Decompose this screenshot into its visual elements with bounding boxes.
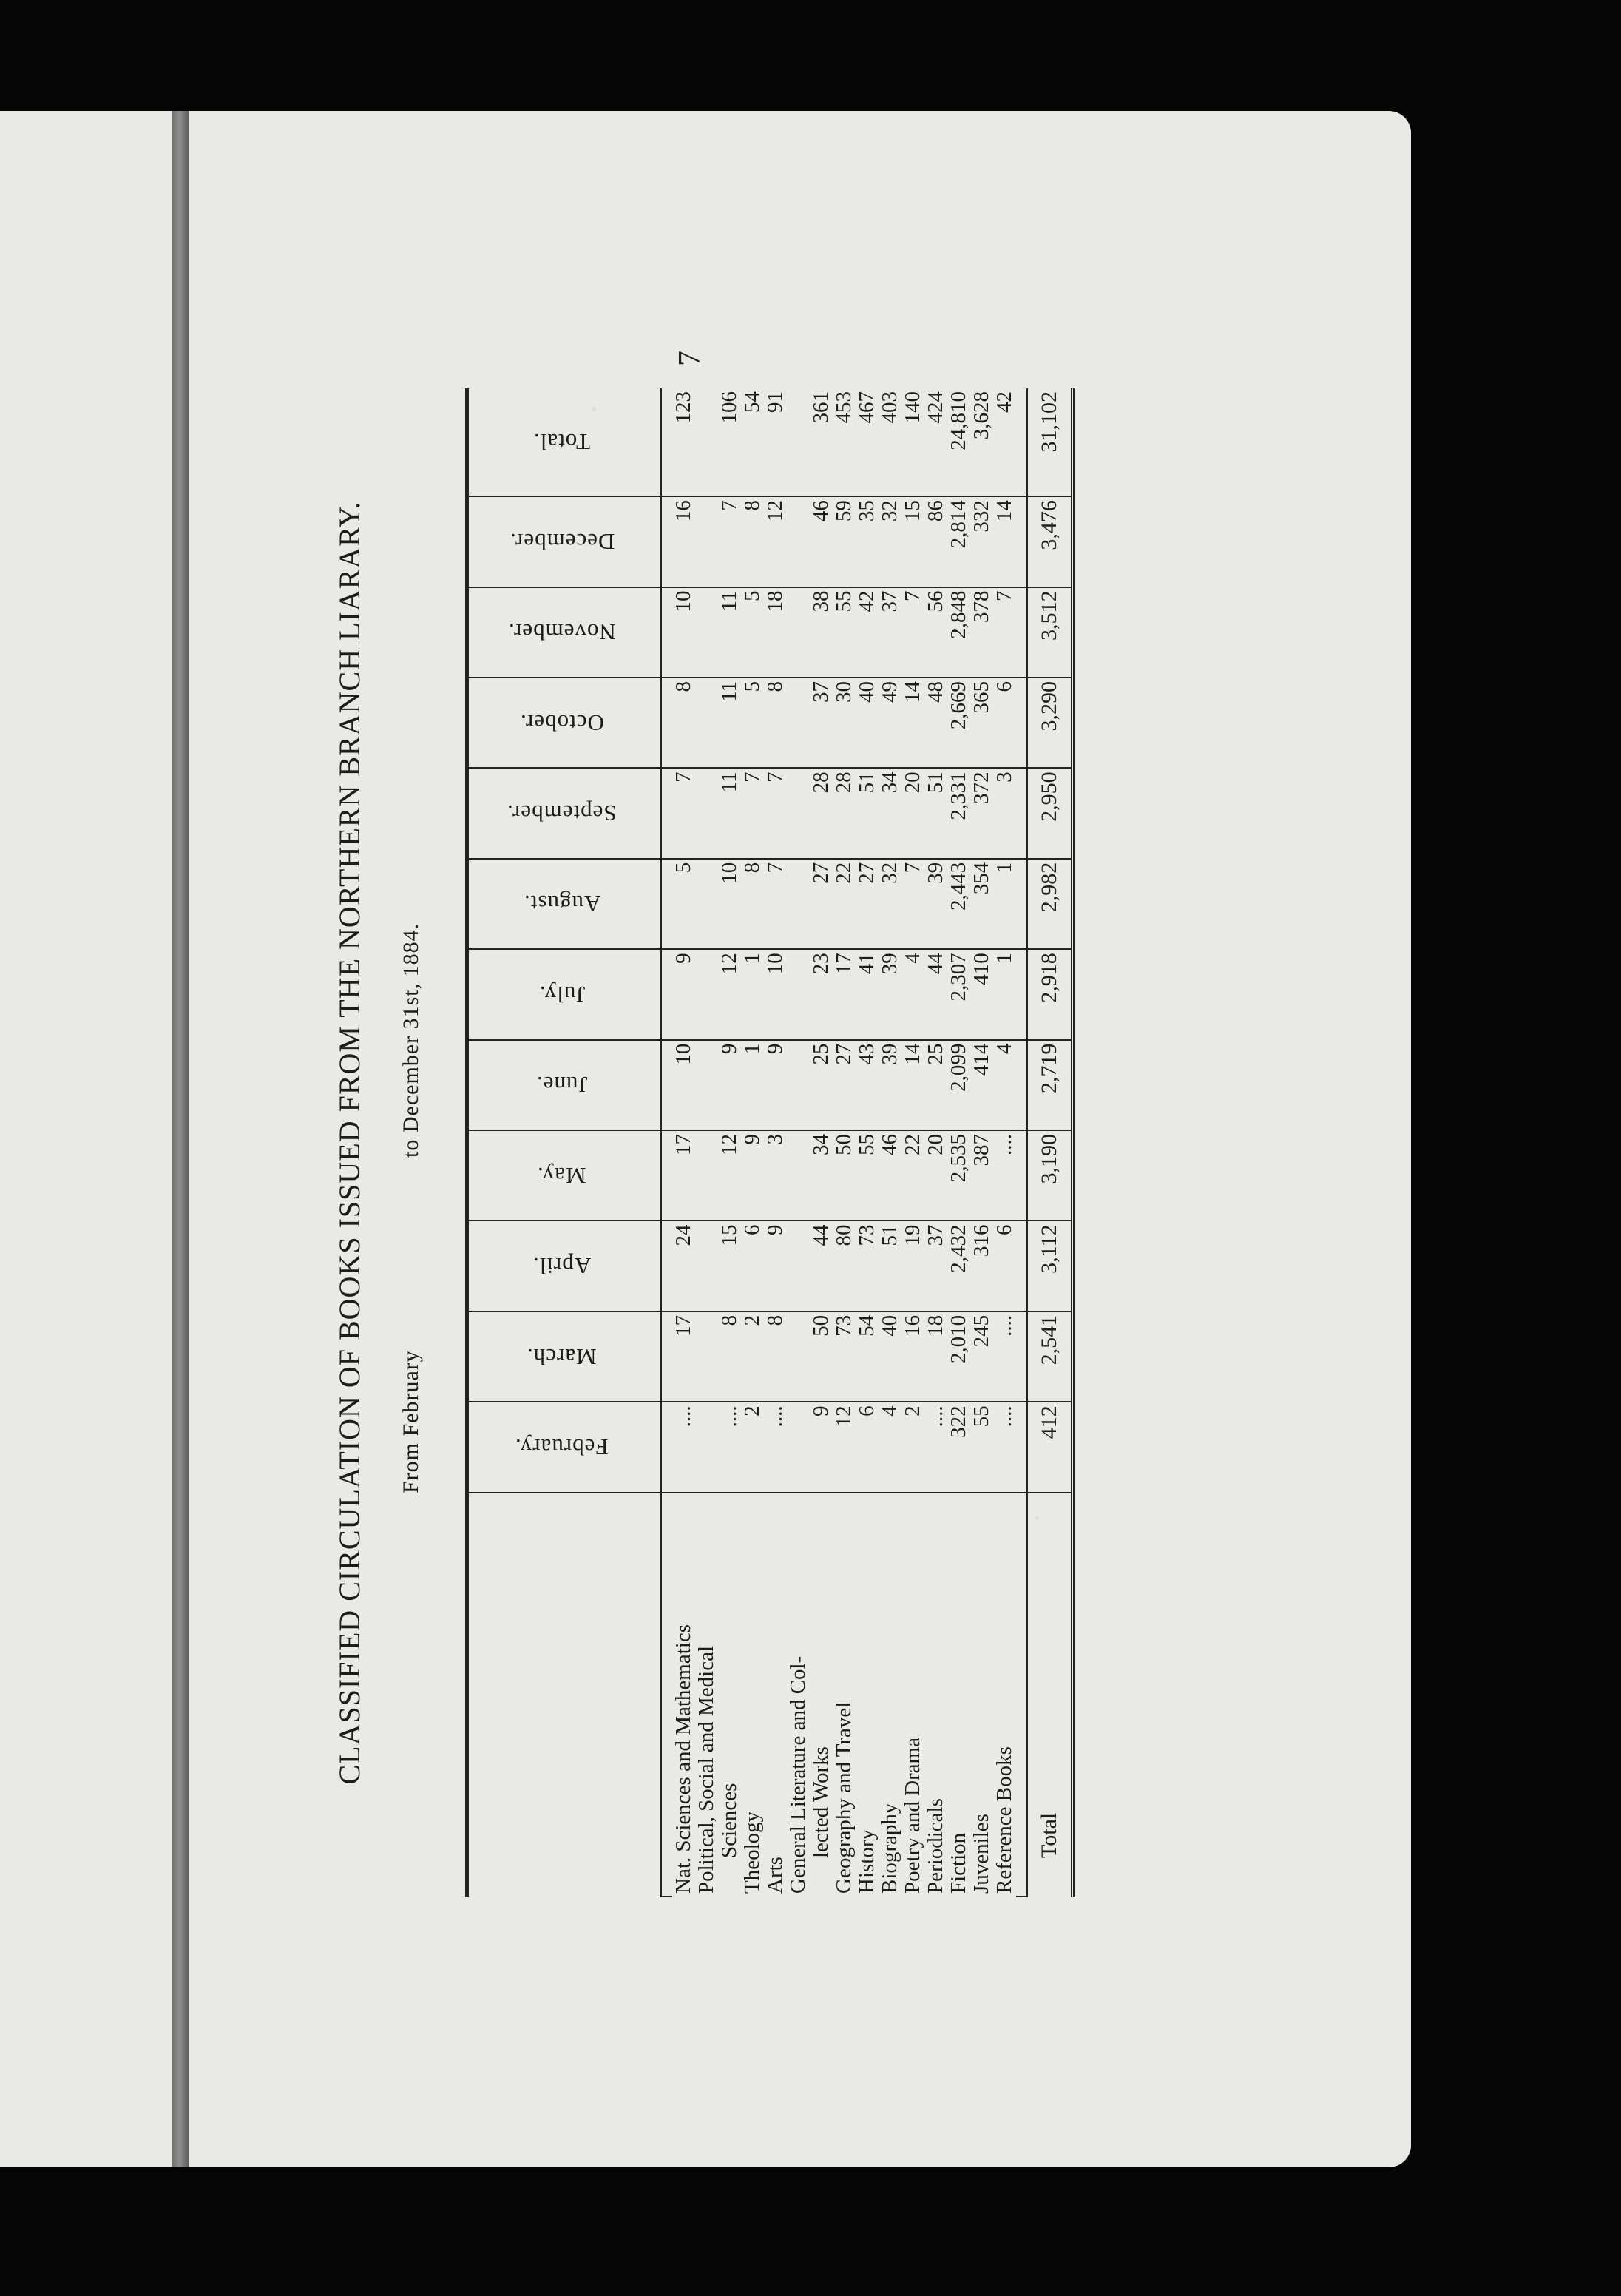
table-cell [695, 496, 718, 587]
table-cell: 1 [993, 859, 1016, 949]
spacer-cell [661, 1130, 672, 1220]
spacer-cell [1016, 1311, 1027, 1402]
table-cell [695, 768, 718, 858]
table-cell: 42 [993, 388, 1016, 496]
table-cell: 410 [970, 949, 993, 1039]
rotated-content [332, 351, 1182, 1897]
circulation-table [465, 388, 1075, 1897]
date-range [399, 388, 443, 1897]
table-cell: 8 [718, 1311, 741, 1402]
spacer-cell [1016, 949, 1027, 1039]
table-row [672, 388, 695, 1897]
table-cell: 44 [810, 1220, 833, 1311]
table-cell: 22 [901, 1130, 924, 1220]
table-cell: 365 [970, 678, 993, 768]
column-header [467, 496, 661, 587]
table-cell: 54 [741, 388, 764, 496]
table-cell: 39 [879, 1040, 901, 1130]
table-cell [787, 859, 810, 949]
table-cell: 28 [810, 768, 833, 858]
row-label: Poetry and Drama [900, 1738, 924, 1894]
total-row [1027, 388, 1073, 1897]
table-cell: 5 [672, 859, 695, 949]
table-cell: 7 [764, 859, 787, 949]
table-cell: 11 [718, 587, 741, 678]
table-cell: 9 [764, 1040, 787, 1130]
table-cell: 54 [856, 1311, 879, 1402]
table-cell: 39 [924, 859, 947, 949]
spacer-cell [661, 1220, 672, 1311]
table-cell: 40 [879, 1311, 901, 1402]
table-cell [695, 1402, 718, 1492]
spacer-cell [661, 768, 672, 858]
spacer-cell [661, 949, 672, 1039]
table-cell: 1 [741, 949, 764, 1039]
table-cell: 2,848 [947, 587, 970, 678]
table-cell [695, 1040, 718, 1130]
table-cell: 106 [718, 388, 741, 496]
total-cell: 31,102 [1027, 388, 1073, 496]
column-header [467, 1311, 661, 1402]
table-cell: 37 [924, 1220, 947, 1311]
table-cell: 4 [993, 1040, 1016, 1130]
table-cell: .... [993, 1311, 1016, 1402]
table-cell: 7 [718, 496, 741, 587]
row-label: Periodicals [923, 1798, 947, 1894]
table-cell: 7 [901, 859, 924, 949]
table-row [856, 388, 879, 1897]
table-cell: 59 [833, 496, 856, 587]
table-cell: .... [764, 1402, 787, 1492]
table-cell: 1 [741, 1040, 764, 1130]
table-cell: 80 [833, 1220, 856, 1311]
page-title: CLASSIFIED CIRCULATION OF BOOKS ISSUED FROM THE NORTHERN BRANCH LIARARY. [333, 501, 366, 1785]
table-cell: .... [672, 1402, 695, 1492]
column-header [467, 388, 661, 496]
row-label: Reference Books [992, 1746, 1016, 1894]
table-cell [787, 1040, 810, 1130]
table-cell: 10 [672, 587, 695, 678]
spacer-cell [1016, 1130, 1027, 1220]
table-cell: 12 [718, 1130, 741, 1220]
table-cell: 20 [924, 1130, 947, 1220]
table-cell: 424 [924, 388, 947, 496]
table-cell: 18 [924, 1311, 947, 1402]
spacer-cell [661, 496, 672, 587]
spacer-cell [1016, 1402, 1027, 1492]
table-cell: 2,432 [947, 1220, 970, 1311]
spacer-cell [1016, 1493, 1027, 1897]
page-number: 7 [673, 351, 707, 366]
table-cell: 8 [764, 1311, 787, 1402]
table-cell: 51 [856, 768, 879, 858]
table-cell: 24,810 [947, 388, 970, 496]
column-header-label: October. [519, 709, 604, 736]
row-label: Nat. Sciences and Mathematics [671, 1624, 695, 1894]
table-cell: 12 [718, 949, 741, 1039]
header-row [467, 388, 661, 1897]
table-cell: 14 [901, 1040, 924, 1130]
table-cell: 453 [833, 388, 856, 496]
row-label: Political, Social and Medical [694, 1645, 718, 1894]
column-header [467, 1220, 661, 1311]
table-row [787, 388, 810, 1897]
total-cell: 3,112 [1027, 1220, 1073, 1311]
table-row [993, 388, 1016, 1897]
row-label: Theology [740, 1811, 764, 1894]
column-header [467, 678, 661, 768]
table-cell: 56 [924, 587, 947, 678]
table-cell: 86 [924, 496, 947, 587]
column-header [467, 587, 661, 678]
table-cell: 245 [970, 1311, 993, 1402]
table-cell: 9 [741, 1130, 764, 1220]
table-cell: 37 [879, 587, 901, 678]
table-cell: 44 [924, 949, 947, 1039]
column-header-label: September. [507, 800, 617, 827]
total-cell: 2,982 [1027, 859, 1073, 949]
table-cell: 11 [718, 678, 741, 768]
table-cell: .... [924, 1402, 947, 1492]
table-cell: 37 [810, 678, 833, 768]
column-header-label: December. [509, 528, 615, 555]
table-cell: 16 [901, 1311, 924, 1402]
table-cell: 48 [924, 678, 947, 768]
table-row [810, 388, 833, 1897]
table-cell: 55 [833, 587, 856, 678]
table-cell: 9 [810, 1402, 833, 1492]
table-cell [695, 949, 718, 1039]
table-cell: 332 [970, 496, 993, 587]
table-cell: 22 [833, 859, 856, 949]
table-row [695, 388, 718, 1897]
table-cell [787, 496, 810, 587]
table-cell: 27 [833, 1040, 856, 1130]
table-cell: 19 [901, 1220, 924, 1311]
column-header-label: June. [535, 1072, 588, 1098]
table-cell: 30 [833, 678, 856, 768]
table-cell: 8 [741, 859, 764, 949]
table-cell: 414 [970, 1040, 993, 1130]
table-cell: 322 [947, 1402, 970, 1492]
table-cell: 8 [764, 678, 787, 768]
table-cell [787, 587, 810, 678]
table-cell: 7 [764, 768, 787, 858]
table-cell: 7 [993, 587, 1016, 678]
table-row [901, 388, 924, 1897]
row-label: Arts [762, 1857, 787, 1894]
table-cell: 14 [993, 496, 1016, 587]
table-cell [787, 949, 810, 1039]
total-cell: 3,476 [1027, 496, 1073, 587]
column-header-label: August. [523, 891, 600, 917]
table-cell: 39 [879, 949, 901, 1039]
table-cell: 2 [901, 1402, 924, 1492]
table-cell: 361 [810, 388, 833, 496]
table-cell: 15 [718, 1220, 741, 1311]
table-cell: 20 [901, 768, 924, 858]
table-cell: 10 [718, 859, 741, 949]
table-cell: .... [718, 1402, 741, 1492]
total-label: Total [1027, 1493, 1073, 1897]
table-cell [787, 1311, 810, 1402]
table-cell: 3 [993, 768, 1016, 858]
column-header [467, 859, 661, 949]
row-label: Fiction [946, 1832, 970, 1894]
table-cell: 2,535 [947, 1130, 970, 1220]
total-cell: 2,918 [1027, 949, 1073, 1039]
table-cell: 467 [856, 388, 879, 496]
column-header [467, 1402, 661, 1492]
row-label: Sciences [717, 1783, 741, 1858]
table-cell: 17 [833, 949, 856, 1039]
table-cell: 2 [741, 1311, 764, 1402]
table-cell: 46 [810, 496, 833, 587]
table-row [718, 388, 741, 1897]
table-cell [695, 678, 718, 768]
column-header-label: May. [537, 1162, 587, 1189]
table-cell: 403 [879, 388, 901, 496]
spacer-row [661, 388, 672, 1897]
table-cell [787, 1130, 810, 1220]
table-cell: 18 [764, 587, 787, 678]
table-cell: 73 [856, 1220, 879, 1311]
spacer-cell [661, 388, 672, 496]
table-cell: 5 [741, 678, 764, 768]
table-cell: 51 [879, 1220, 901, 1311]
table-cell: 25 [810, 1040, 833, 1130]
column-header-label: March. [527, 1343, 598, 1370]
total-cell: 3,190 [1027, 1130, 1073, 1220]
table-cell: 32 [879, 859, 901, 949]
table-cell: 50 [810, 1311, 833, 1402]
table-cell: 55 [856, 1130, 879, 1220]
table-row [970, 388, 993, 1897]
table-cell: 91 [764, 388, 787, 496]
total-cell: 3,512 [1027, 587, 1073, 678]
table-cell: 7 [672, 768, 695, 858]
table-cell: 40 [856, 678, 879, 768]
spacer-cell [1016, 859, 1027, 949]
table-cell: 27 [856, 859, 879, 949]
table-cell: 17 [672, 1130, 695, 1220]
table-cell: .... [993, 1402, 1016, 1492]
table-cell: 34 [879, 768, 901, 858]
column-header-label: November. [507, 619, 616, 646]
table-cell: 50 [833, 1130, 856, 1220]
table-cell: 5 [741, 587, 764, 678]
table-cell: 24 [672, 1220, 695, 1311]
table-cell [787, 1402, 810, 1492]
table-cell: 12 [833, 1402, 856, 1492]
table-cell: 2,331 [947, 768, 970, 858]
spacer-cell [1016, 1220, 1027, 1311]
table-cell: 46 [879, 1130, 901, 1220]
table-cell: 2,669 [947, 678, 970, 768]
table-cell: 42 [856, 587, 879, 678]
table-cell: 316 [970, 1220, 993, 1311]
table-cell: 1 [993, 949, 1016, 1039]
spacer-cell [661, 587, 672, 678]
table-cell [787, 388, 810, 496]
spacer-cell [1016, 496, 1027, 587]
table-cell: 7 [741, 768, 764, 858]
table-cell: 6 [856, 1402, 879, 1492]
row-label: Juveniles [969, 1814, 993, 1894]
table-cell: 6 [993, 678, 1016, 768]
table-cell: 387 [970, 1130, 993, 1220]
table-cell [787, 678, 810, 768]
spacer-cell [661, 1402, 672, 1492]
table-cell: 12 [764, 496, 787, 587]
table-cell: 6 [993, 1220, 1016, 1311]
table-row [833, 388, 856, 1897]
table-cell: 28 [833, 768, 856, 858]
stub-header [467, 1493, 661, 1897]
column-header [467, 768, 661, 858]
spacer-cell [661, 1493, 672, 1897]
row-label: General Literature and Col- [785, 1655, 810, 1894]
table-cell: 2,814 [947, 496, 970, 587]
date-to: to December 31st, 1884. [399, 922, 423, 1158]
total-cell: 412 [1027, 1402, 1073, 1492]
column-header [467, 949, 661, 1039]
table-cell [787, 768, 810, 858]
table-cell: 8 [741, 496, 764, 587]
row-label: lected Works [808, 1746, 833, 1858]
table-cell [695, 859, 718, 949]
column-header [467, 1130, 661, 1220]
total-cell: 2,950 [1027, 768, 1073, 858]
table-cell: 2,443 [947, 859, 970, 949]
table-cell: 25 [924, 1040, 947, 1130]
book-gutter [172, 111, 189, 2167]
table-cell [787, 1220, 810, 1311]
table-row [764, 388, 787, 1897]
table-cell: 35 [856, 496, 879, 587]
table-cell: 38 [810, 587, 833, 678]
table-cell: 9 [718, 1040, 741, 1130]
table-cell: 9 [764, 1220, 787, 1311]
table-cell: 27 [810, 859, 833, 949]
table-cell [695, 1130, 718, 1220]
row-label: Geography and Travel [831, 1701, 856, 1894]
table-cell: 123 [672, 388, 695, 496]
column-header-label: July. [538, 981, 585, 1007]
table-cell: 49 [879, 678, 901, 768]
table-cell: .... [993, 1130, 1016, 1220]
spacer-cell [661, 1311, 672, 1402]
table-row [924, 388, 947, 1897]
table-cell: 6 [741, 1220, 764, 1311]
column-header-label: April. [532, 1253, 592, 1280]
spacer-cell [661, 1040, 672, 1130]
total-cell: 2,541 [1027, 1311, 1073, 1402]
table-cell: 41 [856, 949, 879, 1039]
column-header-label: February. [515, 1434, 609, 1461]
spacer-cell [661, 678, 672, 768]
table-cell: 2 [741, 1402, 764, 1492]
table-cell [695, 587, 718, 678]
table-row [879, 388, 901, 1897]
table-cell: 3,628 [970, 388, 993, 496]
table-cell: 10 [764, 949, 787, 1039]
table-cell [695, 388, 718, 496]
row-label: History [854, 1829, 879, 1894]
spacer-cell [1016, 388, 1027, 496]
spacer-cell [1016, 768, 1027, 858]
spacer-cell [661, 859, 672, 949]
table-cell: 16 [672, 496, 695, 587]
row-label: Biography [877, 1803, 901, 1894]
table-cell: 10 [672, 1040, 695, 1130]
spacer-cell [1016, 1040, 1027, 1130]
table-cell: 14 [901, 678, 924, 768]
table-cell: 372 [970, 768, 993, 858]
table-cell: 43 [856, 1040, 879, 1130]
column-header-label: Total. [533, 429, 591, 456]
column-header [467, 1040, 661, 1130]
table-cell: 55 [970, 1402, 993, 1492]
date-from: From February [399, 1350, 423, 1493]
table-cell: 51 [924, 768, 947, 858]
table-cell: 11 [718, 768, 741, 858]
table-cell: 73 [833, 1311, 856, 1402]
table-cell [695, 1311, 718, 1402]
table-cell: 140 [901, 388, 924, 496]
table-cell: 9 [672, 949, 695, 1039]
table-cell: 15 [901, 496, 924, 587]
table-cell: 354 [970, 859, 993, 949]
spacer-cell [1016, 587, 1027, 678]
spacer-row [1016, 388, 1027, 1897]
table-row [947, 388, 970, 1897]
table-cell: 8 [672, 678, 695, 768]
total-cell: 2,719 [1027, 1040, 1073, 1130]
table-cell: 2,307 [947, 949, 970, 1039]
table-row [741, 388, 764, 1897]
total-cell: 3,290 [1027, 678, 1073, 768]
table-cell: 23 [810, 949, 833, 1039]
table-cell: 4 [901, 949, 924, 1039]
table-cell [695, 1220, 718, 1311]
table-cell: 17 [672, 1311, 695, 1402]
table-cell: 378 [970, 587, 993, 678]
table-cell: 34 [810, 1130, 833, 1220]
table-cell: 7 [901, 587, 924, 678]
table-cell: 32 [879, 496, 901, 587]
table-cell: 2,010 [947, 1311, 970, 1402]
table-cell: 3 [764, 1130, 787, 1220]
table-cell: 2,099 [947, 1040, 970, 1130]
table-cell: 4 [879, 1402, 901, 1492]
spacer-cell [1016, 678, 1027, 768]
